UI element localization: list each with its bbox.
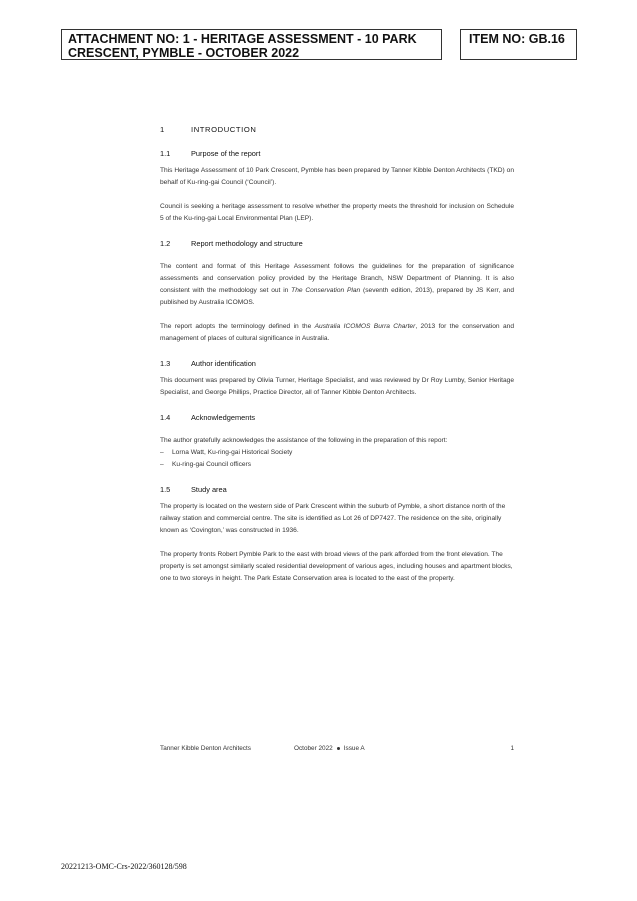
- paragraph: Council is seeking a heritage assessment to resolve whether the property meets the threshold for inclusion on Schedule 5 of the Ku-ring-gai Local Environmental Plan (LEP).: [160, 203, 514, 222]
- subsection-heading: [160, 149, 514, 158]
- subsection-1-3: [160, 359, 514, 399]
- footer-date: October 2022: [294, 745, 333, 752]
- paragraph: The author gratefully acknowledges the assistance of the following in the preparation of this report:: [160, 437, 448, 444]
- text-run: (seventh edition, 2013), prepared by JS Kerr, and published by Australia ICOMOS.: [160, 287, 514, 306]
- acknowledgement-list: [160, 447, 514, 471]
- text-run: The report adopts the terminology defined in the: [160, 323, 315, 330]
- item-number: ITEM NO: GB.16: [469, 32, 565, 46]
- attachment-title-line2: CRESCENT, PYMBLE - OCTOBER 2022: [68, 46, 300, 60]
- footer-issue: Issue A: [343, 745, 365, 752]
- subsection-1-1: [160, 149, 514, 225]
- bullet-icon: [337, 747, 340, 750]
- subsection-title: Purpose of the report: [191, 149, 261, 158]
- document-reference: 20221213-OMC-Crs-2022/360128/598: [61, 862, 187, 871]
- attachment-header-box: [61, 29, 442, 60]
- subsection-1-2: [160, 239, 514, 345]
- subsection-heading: [160, 413, 514, 422]
- subsection-title: Study area: [191, 485, 227, 494]
- paragraph: This Heritage Assessment of 10 Park Crescent, Pymble has been prepared by Tanner Kibble Denton Architects (TKD) on behalf of Ku-ring-gai Council (‘Council’).: [160, 167, 514, 186]
- paragraph: The property is located on the western side of Park Crescent within the suburb of Pymble, a short distance north of the railway station and commercial centre. The site is identified as Lot 26 of DP7427. The residence on the site, originally known as ‘Covington,’ was constructed in 1936.: [160, 503, 506, 534]
- paragraph: This document was prepared by Olivia Turner, Heritage Specialist, and was reviewed by Dr Roy Lumby, Senior Heritage Specialist, and George Phillips, Practice Director, all of Tanner Kibble Denton Architects.: [160, 377, 514, 396]
- attachment-title-line1: ATTACHMENT NO: 1 - HERITAGE ASSESSMENT - 10 PARK: [68, 32, 417, 46]
- subsection-1-5: [160, 485, 514, 585]
- subsection-number: 1.3: [160, 359, 171, 368]
- item-number-box: [460, 29, 577, 60]
- page-number: 1: [510, 745, 514, 752]
- list-item-text: Ku-ring-gai Council officers: [172, 461, 252, 468]
- subsection-title: Report methodology and structure: [191, 239, 303, 248]
- section-heading: [160, 125, 514, 134]
- text-run: , 2013 for the conservation and management of places of cultural significance in Australia.: [160, 323, 514, 342]
- footer-issue-info: [294, 745, 365, 752]
- subsection-number: 1.1: [160, 149, 171, 158]
- page-footer: [160, 745, 514, 757]
- paragraph: The property fronts Robert Pymble Park to the east with broad views of the park afforded from the front elevation. The property is set amongst similarly scaled residential development of various ages, including houses and apartment blocks, one to two storeys in height. The Park Estate Conservation area is located to the east of the property.: [160, 551, 513, 582]
- paragraph: [160, 261, 514, 309]
- subsection-number: 1.2: [160, 239, 171, 248]
- subsection-heading: [160, 485, 514, 494]
- subsection-1-4: [160, 413, 514, 471]
- subsection-heading: [160, 359, 514, 368]
- text-run: The content and format of this Heritage Assessment follows the guidelines for the preparation of significance assessments and conservation policy provided by the Heritage Branch, NSW Department of Planning. It is also consistent with the methodology set out in: [160, 263, 514, 294]
- report-body: [160, 125, 514, 599]
- paragraph: [160, 321, 514, 345]
- subsection-number: 1.4: [160, 413, 171, 422]
- list-item: – Lorna Watt, Ku-ring-gai Historical Society: [160, 447, 514, 459]
- list-item: – Ku-ring-gai Council officers: [160, 459, 514, 471]
- charter-title: Australia ICOMOS Burra Charter: [314, 323, 416, 330]
- footer-company: Tanner Kibble Denton Architects: [160, 745, 251, 752]
- section-title: INTRODUCTION: [191, 125, 257, 134]
- subsection-heading: [160, 239, 514, 248]
- book-title: The Conservation Plan: [291, 287, 361, 294]
- subsection-number: 1.5: [160, 485, 171, 494]
- subsection-title: Acknowledgements: [191, 413, 256, 422]
- section-number: 1: [160, 125, 165, 134]
- subsection-title: Author identification: [191, 359, 256, 368]
- list-item-text: Lorna Watt, Ku-ring-gai Historical Society: [172, 449, 293, 456]
